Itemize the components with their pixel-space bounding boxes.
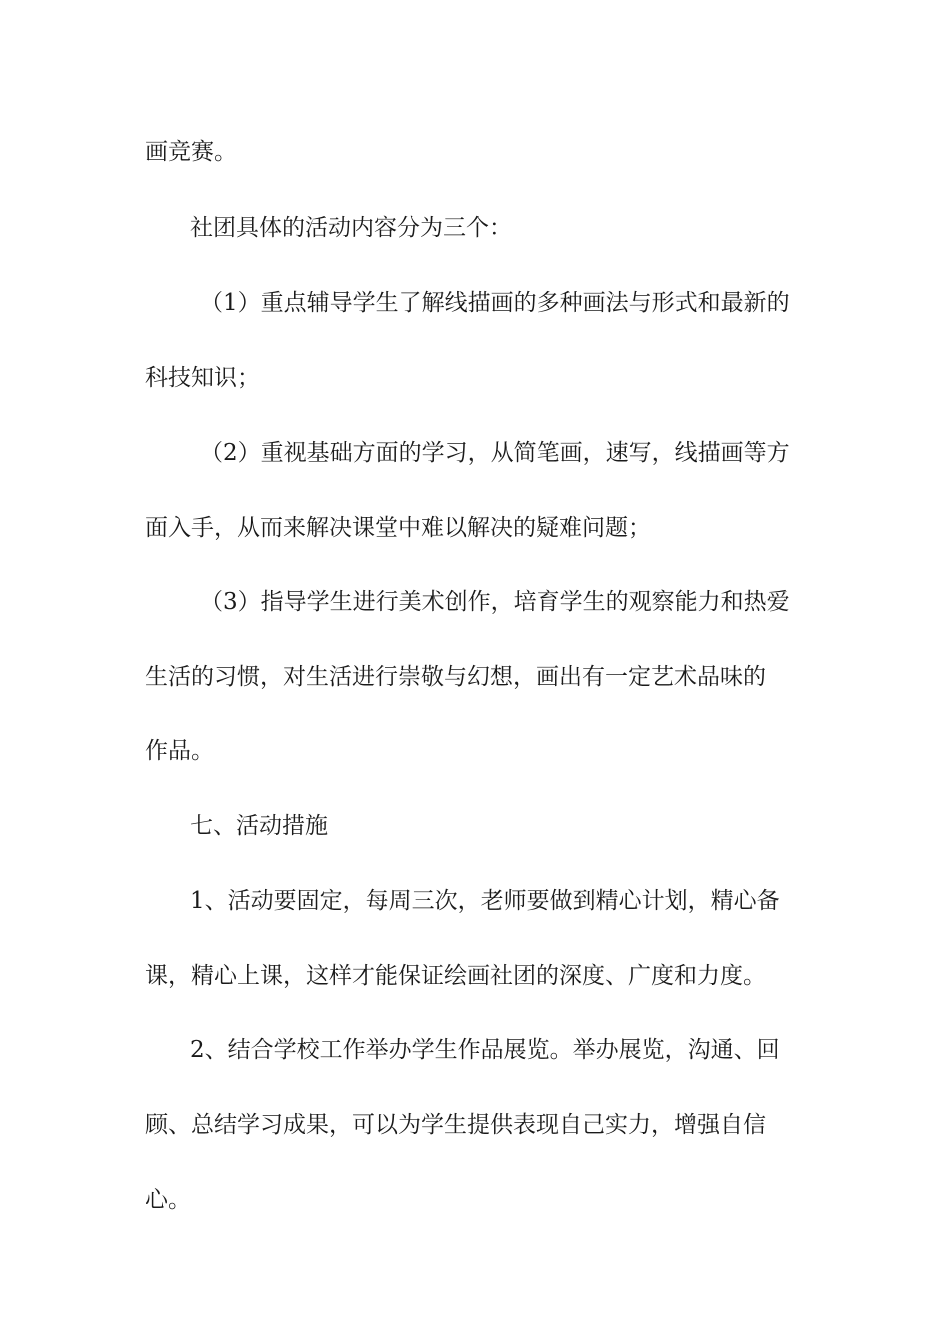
text-line: 科技知识； [145,365,260,391]
text-line: 社团具体的活动内容分为三个： [190,215,512,241]
text-line: （3）指导学生进行美术创作，培育学生的观察能力和热爱 [200,589,790,615]
text-line: 作品。 [145,738,214,764]
text-line: 生活的习惯，对生活进行崇敬与幻想，画出有一定艺术品味的 [145,664,766,690]
section-heading: 七、活动措施 [190,813,328,839]
text-line: 画竞赛。 [145,139,237,165]
text-line: 1、活动要固定，每周三次，老师要做到精心计划，精心备 [190,888,780,914]
text-line: 顾、总结学习成果，可以为学生提供表现自己实力，增强自信 [145,1112,766,1138]
text-line: 心。 [145,1187,191,1213]
text-line: （1）重点辅导学生了解线描画的多种画法与形式和最新的 [200,290,790,316]
text-line: 2、结合学校工作举办学生作品展览。举办展览，沟通、回 [190,1037,780,1063]
text-line: 课，精心上课，这样才能保证绘画社团的深度、广度和力度。 [145,963,766,989]
text-line: 面入手，从而来解决课堂中难以解决的疑难问题； [145,515,651,541]
text-line: （2）重视基础方面的学习，从简笔画，速写，线描画等方 [200,440,790,466]
